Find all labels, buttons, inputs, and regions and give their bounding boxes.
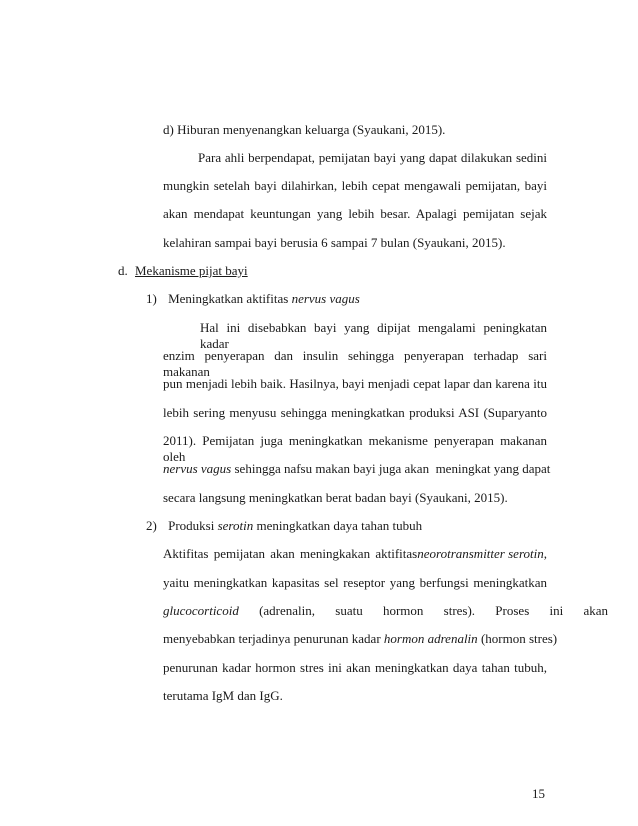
paragraph-line: yaitu meningkatkan kapasitas sel reseptor yang berfungsi meningkatkan	[163, 575, 547, 590]
list-item-d-hiburan: d) Hiburan menyenangkan keluarga (Syaukani, 2015).	[163, 122, 446, 137]
paragraph-line: 2011). Pemijatan juga meningkatkan mekanisme penyerapan makanan oleh	[163, 433, 547, 464]
section-title: Mekanisme pijat bayi	[135, 263, 248, 278]
paragraph-line: enzim penyerapan dan insulin sehingga penyerapan terhadap sari makanan	[163, 348, 547, 379]
italic-term: nervus vagus	[163, 461, 232, 476]
paragraph-line	[163, 461, 550, 477]
section-marker: d.	[118, 263, 128, 278]
sub-marker: 1)	[146, 291, 157, 306]
paragraph-line: akan mendapat keuntungan yang lebih besar. Apalagi pemijatan sejak	[163, 206, 547, 221]
paragraph-line: terutama IgM dan IgG.	[163, 688, 283, 703]
paragraph-line: secara langsung meningkatkan berat badan bayi (Syaukani, 2015).	[163, 490, 508, 505]
italic-term: hormon adrenalin	[383, 631, 478, 646]
sub-italic: serotin	[217, 518, 254, 533]
text-run: menyebabkan terjadinya penurunan kadar	[163, 631, 384, 646]
sub-text: Produksi	[168, 518, 218, 533]
paragraph-line: pun menjadi lebih baik. Hasilnya, bayi menjadi cepat lapar dan karena itu	[163, 376, 547, 391]
italic-term: neorotransmitter serotin	[417, 546, 544, 561]
sub-text: meningkatkan daya tahan tubuh	[253, 518, 423, 533]
paragraph-line: mungkin setelah bayi dilahirkan, lebih cepat mengawali pemijatan, bayi	[163, 178, 547, 193]
text-run: ,	[543, 546, 547, 561]
paragraph-line	[163, 546, 547, 562]
paragraph-line: lebih sering menyusu sehingga meningkatkan produksi ASI (Suparyanto	[163, 405, 547, 420]
sub-italic: nervus vagus	[291, 291, 360, 306]
italic-term: glucocorticoid	[163, 603, 239, 618]
text-run: sehingga nafsu makan bayi juga akan meningkat yang dapat	[231, 461, 551, 476]
page-number: 15	[532, 786, 545, 801]
sub-marker: 2)	[146, 518, 157, 533]
text-run: (adrenalin, suatu hormon stres). Proses ini akan	[238, 603, 609, 618]
paragraph-line: Para ahli berpendapat, pemijatan bayi yang dapat dilakukan sedini	[198, 150, 547, 165]
subheading-1	[146, 291, 360, 307]
text-run: (hormon stres)	[477, 631, 558, 646]
sub-text: Meningkatkan aktifitas	[168, 291, 292, 306]
paragraph-line: kelahiran sampai bayi berusia 6 sampai 7 bulan (Syaukani, 2015).	[163, 235, 506, 250]
text-run: Aktifitas pemijatan akan meningkakan aktifitas	[163, 546, 418, 561]
paragraph-line	[163, 603, 609, 619]
section-heading	[118, 263, 248, 279]
paragraph-line: Hal ini disebabkan bayi yang dipijat mengalami peningkatan kadar	[200, 320, 547, 351]
paragraph-line: penurunan kadar hormon stres ini akan meningkatkan daya tahan tubuh,	[163, 660, 547, 675]
paragraph-line	[163, 631, 557, 647]
subheading-2	[146, 518, 422, 534]
